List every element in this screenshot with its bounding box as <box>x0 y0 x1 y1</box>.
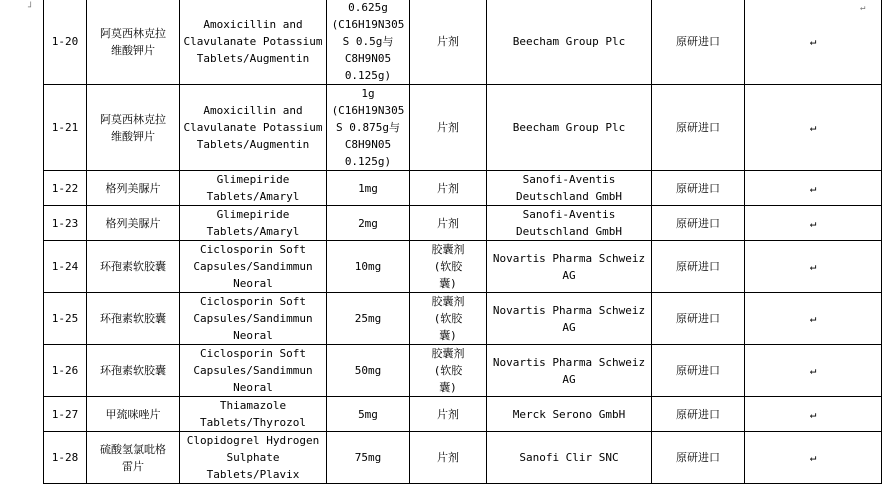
note: ↵ <box>745 171 882 206</box>
manufacturer: Novartis Pharma Schweiz AG <box>487 241 652 293</box>
dosage-form: 片剂 <box>410 85 487 171</box>
manufacturer: Novartis Pharma Schweiz AG <box>487 345 652 397</box>
table-row <box>44 0 882 85</box>
source: 原研进口 <box>652 85 745 171</box>
drug-name-en: Ciclosporin Soft Capsules/Sandimmun Neoral <box>180 241 327 293</box>
note: ↵ <box>745 241 882 293</box>
drug-name-en: Ciclosporin Soft Capsules/Sandimmun Neoral <box>180 293 327 345</box>
drug-name-en: Glimepiride Tablets/Amaryl <box>180 171 327 206</box>
source: 原研进口 <box>652 293 745 345</box>
dosage-form: 片剂 <box>410 171 487 206</box>
manufacturer: Merck Serono GmbH <box>487 397 652 432</box>
drug-name-en: Ciclosporin Soft Capsules/Sandimmun Neoral <box>180 345 327 397</box>
specification: 10mg <box>327 241 410 293</box>
row-id: 1-28 <box>44 432 87 484</box>
drug-table <box>43 0 882 484</box>
manufacturer: Beecham Group Plc <box>487 85 652 171</box>
drug-name-cn: 硫酸氢氯吡格 雷片 <box>87 432 180 484</box>
specification: 5mg <box>327 397 410 432</box>
specification: 0.625g (C16H19N305 S 0.5g与 C8H9N05 0.125g) <box>327 0 410 85</box>
drug-name-en: Clopidogrel Hydrogen Sulphate Tablets/Plavix <box>180 432 327 484</box>
dosage-form: 胶囊剂 (软胶 囊) <box>410 345 487 397</box>
source: 原研进口 <box>652 206 745 241</box>
row-id: 1-22 <box>44 171 87 206</box>
source: 原研进口 <box>652 397 745 432</box>
drug-name-en: Glimepiride Tablets/Amaryl <box>180 206 327 241</box>
drug-name-en: Amoxicillin and Clavulanate Potassium Tablets/Augmentin <box>180 85 327 171</box>
dosage-form: 片剂 <box>410 432 487 484</box>
row-id: 1-24 <box>44 241 87 293</box>
drug-name-cn: 环孢素软胶囊 <box>87 241 180 293</box>
note: ↵ <box>745 206 882 241</box>
table-row <box>44 293 882 345</box>
source: 原研进口 <box>652 432 745 484</box>
manufacturer: Sanofi-Aventis Deutschland GmbH <box>487 171 652 206</box>
source: 原研进口 <box>652 0 745 85</box>
drug-name-en: Thiamazole Tablets/Thyrozol <box>180 397 327 432</box>
note: ↵ <box>745 432 882 484</box>
table-row <box>44 432 882 484</box>
specification: 50mg <box>327 345 410 397</box>
note: ↵ <box>745 397 882 432</box>
specification: 1g (C16H19N305 S 0.875g与 C8H9N05 0.125g) <box>327 85 410 171</box>
dosage-form: 片剂 <box>410 0 487 85</box>
drug-name-cn: 阿莫西林克拉 维酸钾片 <box>87 0 180 85</box>
table-row <box>44 241 882 293</box>
table-row <box>44 206 882 241</box>
manufacturer: Beecham Group Plc <box>487 0 652 85</box>
manufacturer: Novartis Pharma Schweiz AG <box>487 293 652 345</box>
row-id: 1-20 <box>44 0 87 85</box>
drug-name-en: Amoxicillin and Clavulanate Potassium Tablets/Augmentin <box>180 0 327 85</box>
row-id: 1-21 <box>44 85 87 171</box>
note: ↵ <box>745 0 882 85</box>
note: ↵ <box>745 85 882 171</box>
margin-mark-top-left: ┘ <box>28 3 34 13</box>
table-row <box>44 171 882 206</box>
table-row <box>44 397 882 432</box>
source: 原研进口 <box>652 241 745 293</box>
table-row <box>44 345 882 397</box>
specification: 2mg <box>327 206 410 241</box>
dosage-form: 胶囊剂 (软胶 囊) <box>410 293 487 345</box>
drug-name-cn: 格列美脲片 <box>87 171 180 206</box>
drug-name-cn: 阿莫西林克拉 维酸钾片 <box>87 85 180 171</box>
drug-name-cn: 环孢素软胶囊 <box>87 345 180 397</box>
row-id: 1-23 <box>44 206 87 241</box>
row-id: 1-27 <box>44 397 87 432</box>
drug-name-cn: 甲巯咪唑片 <box>87 397 180 432</box>
drug-name-cn: 格列美脲片 <box>87 206 180 241</box>
row-id: 1-26 <box>44 345 87 397</box>
dosage-form: 片剂 <box>410 397 487 432</box>
dosage-form: 胶囊剂 (软胶 囊) <box>410 241 487 293</box>
note: ↵ <box>745 293 882 345</box>
specification: 1mg <box>327 171 410 206</box>
dosage-form: 片剂 <box>410 206 487 241</box>
table-row <box>44 85 882 171</box>
drug-name-cn: 环孢素软胶囊 <box>87 293 180 345</box>
specification: 25mg <box>327 293 410 345</box>
manufacturer: Sanofi Clir SNC <box>487 432 652 484</box>
specification: 75mg <box>327 432 410 484</box>
row-id: 1-25 <box>44 293 87 345</box>
margin-mark-top-right: ↵ <box>860 3 866 13</box>
source: 原研进口 <box>652 171 745 206</box>
note: ↵ <box>745 345 882 397</box>
manufacturer: Sanofi-Aventis Deutschland GmbH <box>487 206 652 241</box>
source: 原研进口 <box>652 345 745 397</box>
